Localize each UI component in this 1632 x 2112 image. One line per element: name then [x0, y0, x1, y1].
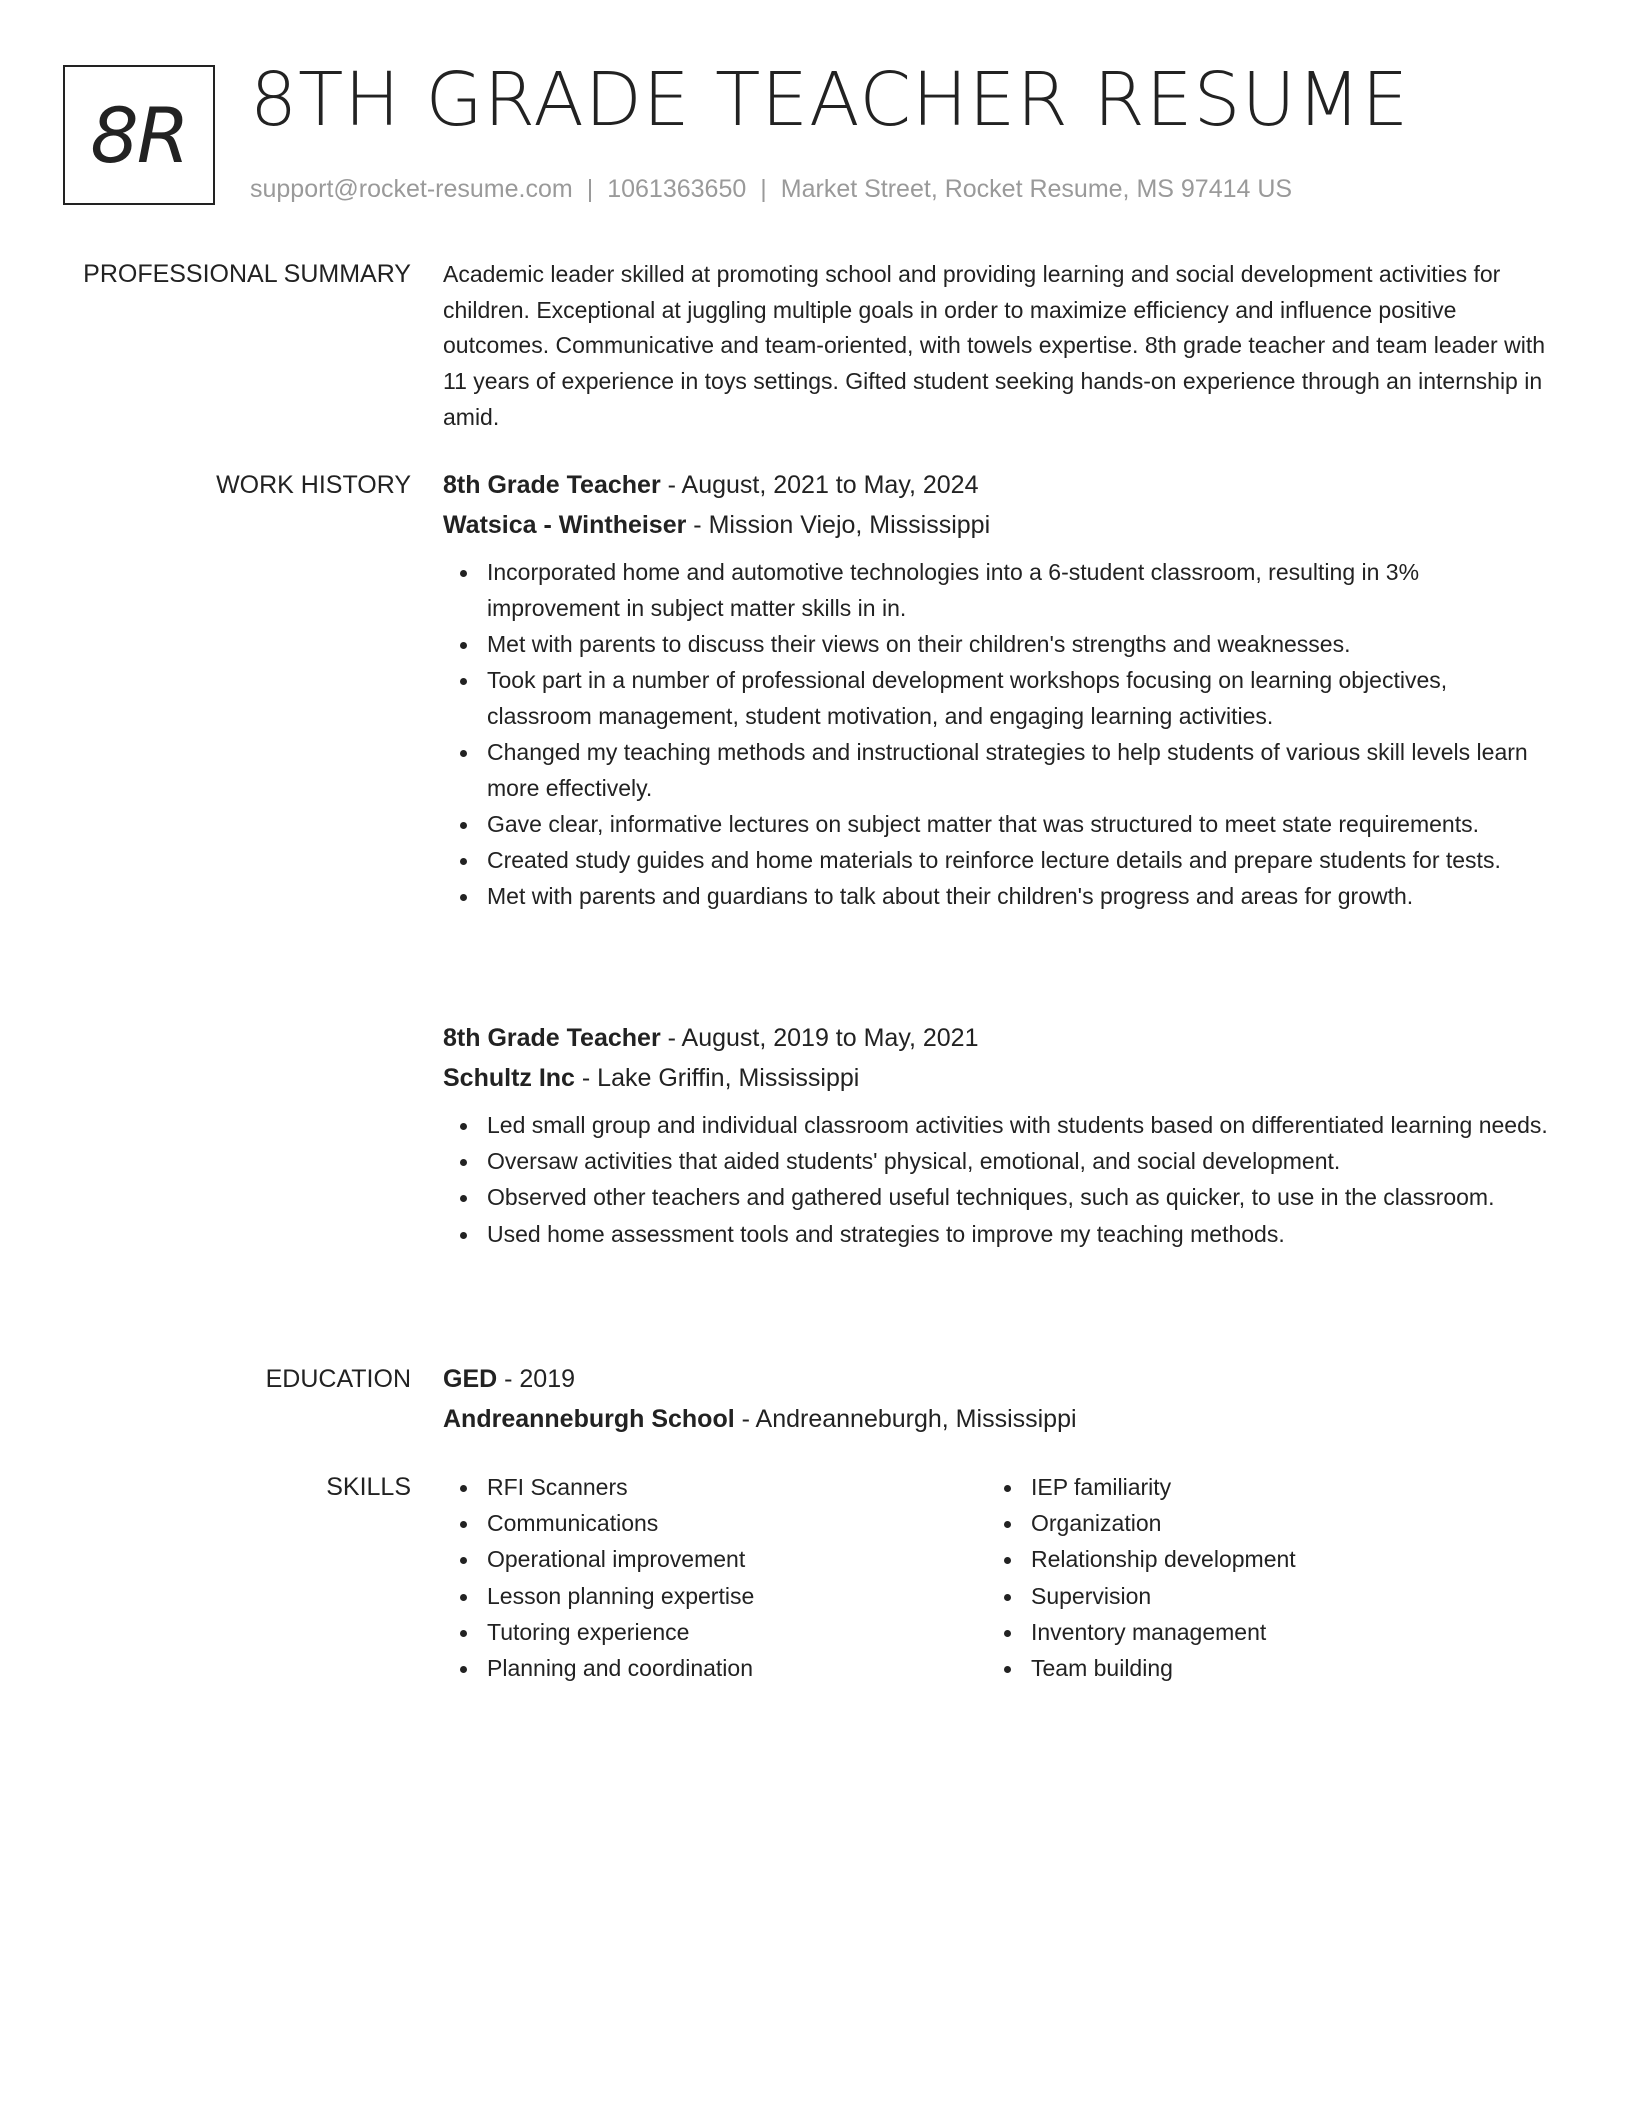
list-item: Lesson planning expertise: [487, 1579, 754, 1615]
skills-column-left: [443, 1470, 754, 1687]
job-duties-list: [443, 555, 1553, 915]
job-company-line: [443, 1058, 1553, 1098]
job-title: 8th Grade Teacher: [443, 1024, 661, 1052]
list-item: Met with parents to discuss their views on their children's strengths and weaknesses.: [487, 627, 1553, 663]
degree-line: [443, 1359, 1553, 1399]
education-section-label: EDUCATION: [265, 1365, 411, 1393]
list-item: Gave clear, informative lectures on subject matter that was structured to meet state requirements.: [487, 807, 1553, 843]
list-item: Inventory management: [1031, 1615, 1296, 1651]
summary-section-label: PROFESSIONAL SUMMARY: [83, 260, 411, 288]
skills-list-left: [443, 1470, 754, 1687]
job-company: Schultz Inc: [443, 1064, 575, 1092]
job-dates: - August, 2021 to May, 2024: [660, 471, 979, 499]
list-item: Operational improvement: [487, 1542, 754, 1578]
job-location: - Lake Griffin, Mississippi: [574, 1064, 860, 1092]
monogram-text: 8R: [90, 90, 188, 180]
contact-separator: |: [586, 175, 594, 203]
work-history-job-2: [443, 1018, 1553, 1253]
skills-section: [443, 1470, 1553, 1710]
job-company-line: [443, 505, 1553, 545]
list-item: Observed other teachers and gathered useful techniques, such as quicker, to use in the classroom.: [487, 1180, 1553, 1216]
skills-section-label: SKILLS: [326, 1473, 411, 1501]
work-history-job-1: [443, 465, 1553, 916]
list-item: Met with parents and guardians to talk about their children's progress and areas for growth.: [487, 879, 1553, 915]
contact-address: Market Street, Rocket Resume, MS 97414 US: [780, 175, 1293, 203]
job-location: - Mission Viejo, Mississippi: [686, 511, 991, 539]
job-title: 8th Grade Teacher: [443, 471, 661, 499]
list-item: IEP familiarity: [1031, 1470, 1296, 1506]
job-company: Watsica - Wintheiser: [443, 511, 687, 539]
list-item: Took part in a number of professional development workshops focusing on learning objectives, classroom management, student motivation, and engaging learning activities.: [487, 663, 1553, 734]
list-item: Created study guides and home materials to reinforce lecture details and prepare students for tests.: [487, 843, 1553, 879]
monogram-logo: [63, 65, 215, 205]
skills-list-right: [987, 1470, 1296, 1687]
contact-email: support@rocket-resume.com: [250, 175, 573, 203]
list-item: Planning and coordination: [487, 1651, 754, 1687]
school-name: Andreanneburgh School: [443, 1405, 735, 1433]
degree: GED: [443, 1365, 498, 1393]
job-title-line: [443, 1018, 1553, 1058]
list-item: Led small group and individual classroom activities with students based on differentiated learning needs.: [487, 1108, 1553, 1144]
list-item: Organization: [1031, 1506, 1296, 1542]
job-dates: - August, 2019 to May, 2021: [660, 1024, 979, 1052]
education-section: [443, 1359, 1553, 1439]
summary-section: [443, 257, 1553, 436]
list-item: Oversaw activities that aided students' physical, emotional, and social development.: [487, 1144, 1553, 1180]
work-history-section-label: WORK HISTORY: [216, 471, 411, 499]
list-item: Changed my teaching methods and instructional strategies to help students of various skill levels learn more effectively.: [487, 735, 1553, 806]
resume-title: 8TH GRADE TEACHER RESUME: [250, 57, 1410, 143]
list-item: Tutoring experience: [487, 1615, 754, 1651]
list-item: Used home assessment tools and strategies to improve my teaching methods.: [487, 1217, 1553, 1253]
list-item: Supervision: [1031, 1579, 1296, 1615]
graduation-year: - 2019: [497, 1365, 576, 1393]
skills-column-right: [987, 1470, 1296, 1687]
list-item: Incorporated home and automotive technologies into a 6-student classroom, resulting in 3% improvement in subject matter skills in in.: [487, 555, 1553, 626]
list-item: RFI Scanners: [487, 1470, 754, 1506]
list-item: Communications: [487, 1506, 754, 1542]
contact-line: [250, 172, 1292, 206]
job-title-line: [443, 465, 1553, 505]
job-duties-list: [443, 1108, 1553, 1252]
summary-text: Academic leader skilled at promoting school and providing learning and social development activities for children. Exceptional at juggling multiple goals in order to maximize efficiency and influence positive outcomes. Communicative and team-oriented, with towels expertise. 8th grade teacher and team leader with 11 years of experience in toys settings. Gifted student seeking hands-on experience through an internship in amid.: [443, 261, 1546, 430]
contact-phone: 1061363650: [607, 175, 747, 203]
contact-separator: |: [760, 175, 767, 203]
list-item: Relationship development: [1031, 1542, 1296, 1578]
school-location: - Andreanneburgh, Mississippi: [734, 1405, 1077, 1433]
list-item: Team building: [1031, 1651, 1296, 1687]
school-line: [443, 1399, 1553, 1439]
